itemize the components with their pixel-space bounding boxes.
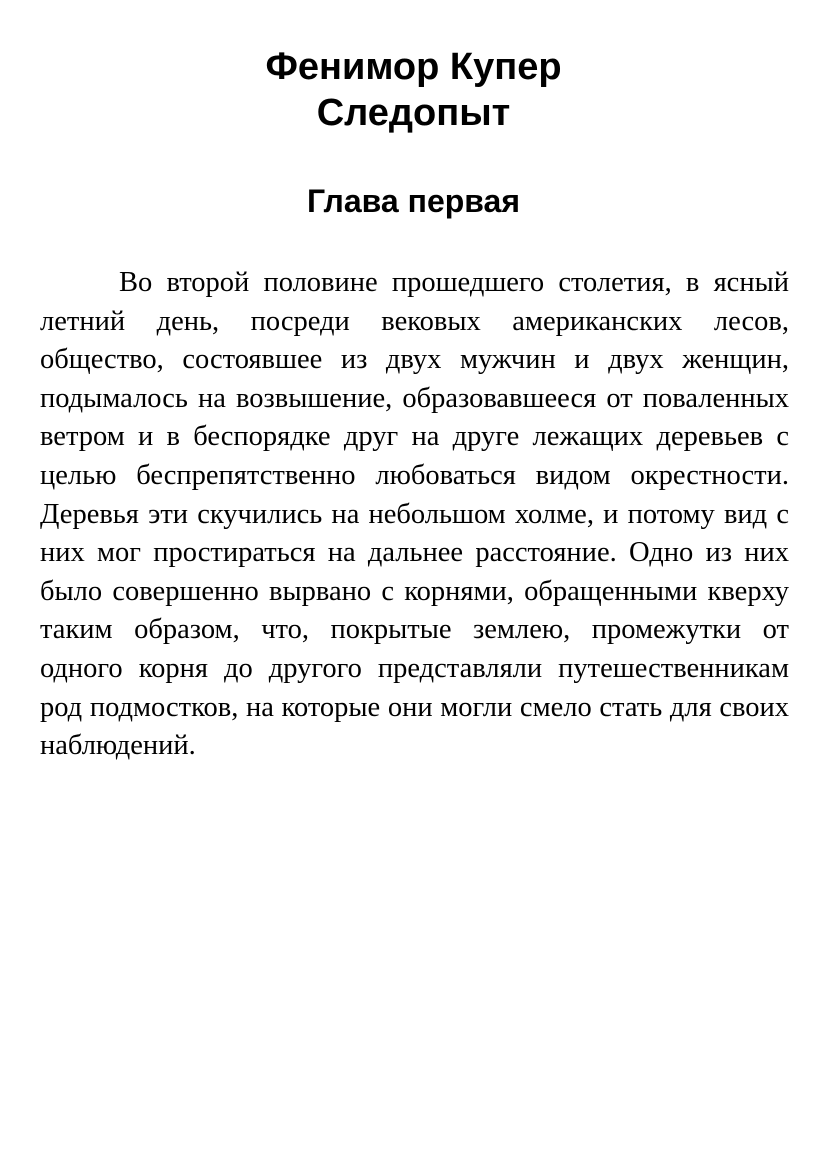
- chapter-heading: Глава первая: [307, 183, 520, 219]
- title-block: [0, 44, 827, 136]
- body-paragraph: Во второй половине прошедшего столетия, в ясный летний день, посреди вековых американских лесов, общество, состоявшее из двух мужчин и двух женщин, подымалось на возвышение, образовавшееся от поваленных ветром и в беспорядке друг на друге лежащих деревьев с целью беспрепятственно любоваться видом окрестности. Деревья эти скучились на небольшом холме, и потому вид с них мог простираться на дальнее расстояние. Одно из них было совершенно вырвано с корнями, обращенными кверху таким образом, что, покрытые землею, промежутки от одного корня до другого представляли путешественникам род подмостков, на которые они могли смело стать для своих наблюдений.: [40, 267, 789, 762]
- author-name: Фенимор Купер: [265, 46, 562, 88]
- book-title: Следопыт: [316, 92, 511, 134]
